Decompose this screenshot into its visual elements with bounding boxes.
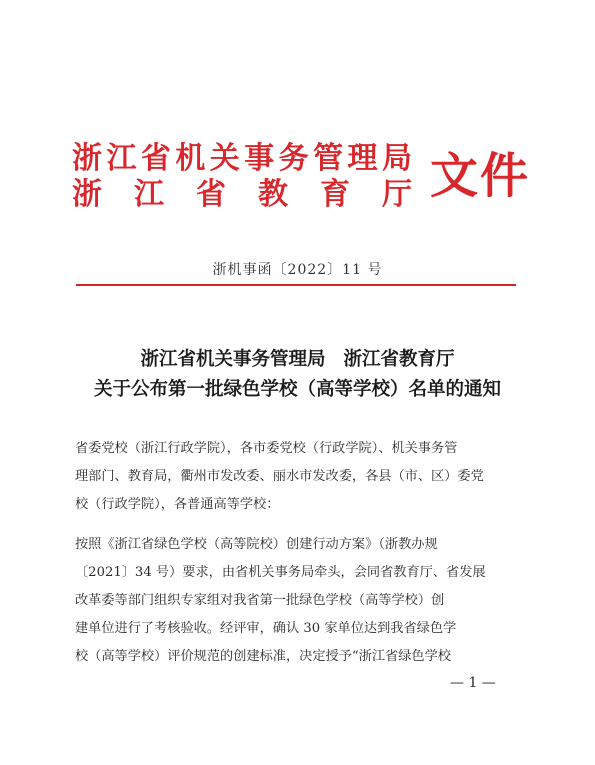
issuer-name-line-2 xyxy=(72,178,412,212)
title-issuer-2: 浙江省教育厅 xyxy=(343,349,455,370)
issuer1-char: 务 xyxy=(278,141,309,176)
issuer2-char: 教 xyxy=(258,177,288,212)
notice-title-subject: 关于公布第一批绿色学校（高等学校）名单的通知 xyxy=(93,379,501,400)
body-line: 理部门、教育局，衢州市发改委、丽水市发改委，各县（市、区）委党 xyxy=(75,469,484,484)
body-line: 省委党校（浙江行政学院），各市委党校（行政学院）、机关事务管 xyxy=(75,441,458,456)
issuer2-char: 育 xyxy=(320,177,350,212)
issuer2-char: 江 xyxy=(134,177,164,212)
title-issuer-1: 浙江省机关事务管理局 xyxy=(140,349,326,370)
body-line: 校（行政学院），各普通高等学校： xyxy=(75,497,280,512)
body-line: 校（高等学校）评价规范的创建标准，决定授予“浙江省绿色学校 xyxy=(75,649,451,664)
issuer1-char: 省 xyxy=(140,141,171,176)
issuer1-char: 浙 xyxy=(72,141,102,176)
issuer1-char: 江 xyxy=(106,141,137,176)
body-line: 建单位进行了考核验收。经评审，确认 30 家单位达到我省绿色学 xyxy=(75,621,457,636)
issuer-name-line-1 xyxy=(72,142,412,176)
issuer1-char: 关 xyxy=(209,141,240,176)
notice-title-issuers xyxy=(0,345,595,371)
body-line: 按照《浙江省绿色学校（高等院校）创建行动方案》（浙教办规 xyxy=(75,537,438,552)
red-separator-line xyxy=(76,284,516,286)
page-number: — 1 — xyxy=(450,675,496,691)
issuer1-char: 机 xyxy=(175,141,206,176)
issuer2-char: 省 xyxy=(196,177,226,212)
body-line: 〔2021〕34 号）要求，由省机关事务局牵头，会同省教育厅、省发展 xyxy=(75,565,486,580)
issuer2-char: 厅 xyxy=(382,177,412,212)
issuer1-char: 理 xyxy=(347,141,378,176)
file-word: 文件 xyxy=(430,148,531,204)
document-number: 浙机事函〔2022〕11 号 xyxy=(212,262,383,278)
issuer2-char: 浙 xyxy=(72,177,102,212)
issuer1-char: 局 xyxy=(381,141,412,176)
issuer1-char: 管 xyxy=(313,141,344,176)
issuer1-char: 事 xyxy=(244,141,275,176)
body-line: 改革委等部门组织专家组对我省第一批绿色学校（高等学校）创 xyxy=(75,593,445,608)
